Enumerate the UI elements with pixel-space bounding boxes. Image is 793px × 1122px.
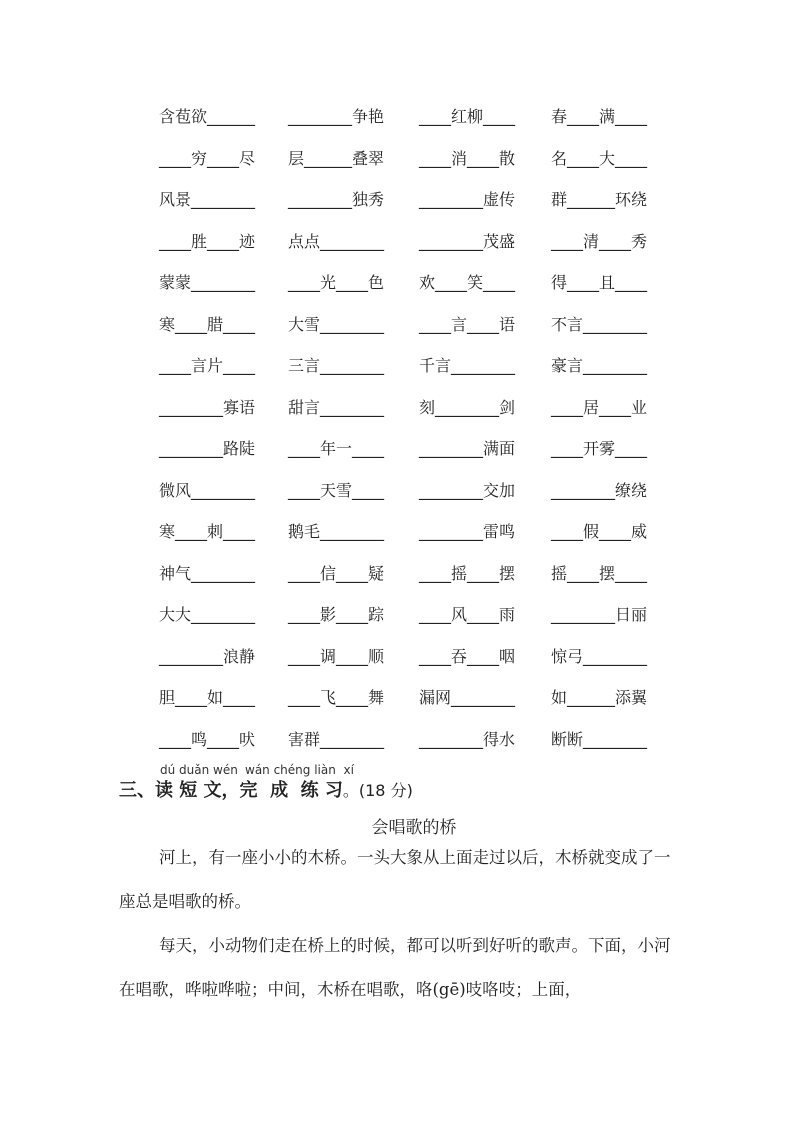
word-blank-item: 含苞欲______ [159, 107, 256, 126]
word-blank-item: ____红柳____ [419, 107, 516, 126]
word-blank-item: ____信____疑 [288, 563, 385, 583]
word-blank-item: 断断________ [551, 729, 648, 749]
word-blank-item: 如______添翼 [551, 688, 648, 707]
word-blank-item: 得____且____ [551, 273, 648, 292]
word-row [0, 310, 793, 340]
word-blank-item: ____开雾____ [551, 439, 648, 458]
word-blank-item: ____年一____ [288, 439, 385, 458]
word-blank-item: ____摇____摆 [419, 563, 516, 583]
word-blank-item: ____假____威 [551, 522, 648, 541]
word-blank-item: ____吞____咽 [419, 646, 516, 666]
word-blank-item: ________日丽 [551, 605, 648, 624]
word-blank-item: 神气________ [159, 563, 256, 583]
word-blank-item: ________寡语 [159, 397, 256, 417]
word-row [0, 227, 793, 257]
word-blank-item: 寒____腊____ [159, 314, 256, 334]
pinyin-annotation-2: wán chéng liàn xí [245, 763, 354, 777]
word-blank-item: ________雷鸣 [419, 522, 516, 541]
word-blank-item: 欢____笑____ [419, 273, 516, 292]
word-blank-item: ________交加 [419, 480, 516, 500]
word-blank-item: 群______环绕 [551, 190, 648, 209]
word-blank-item: ________满面 [419, 439, 516, 458]
word-blank-item: 害群________ [288, 729, 385, 749]
word-blank-item: 春____满____ [551, 107, 648, 126]
word-blank-item: 大雪________ [288, 314, 385, 334]
section-score: 。(18 分) [342, 781, 413, 800]
word-row [0, 351, 793, 381]
section-heading [119, 777, 413, 805]
word-blank-item: ________独秀 [288, 190, 385, 209]
story-title: 会唱歌的桥 [371, 818, 457, 838]
word-blank-item: ________争艳 [288, 107, 385, 126]
word-blank-item: 风景________ [159, 190, 256, 209]
pinyin-annotation-1: dú duǎn wén [160, 763, 238, 777]
word-row [0, 476, 793, 506]
word-row [0, 517, 793, 547]
word-blank-item: 三言________ [288, 356, 385, 375]
word-blank-item: ____穷____尽 [159, 148, 256, 168]
word-blank-item: 点点________ [288, 231, 385, 251]
word-blank-item: ____鸣____吠 [159, 729, 256, 749]
word-blank-item: 惊弓________ [551, 646, 648, 666]
word-blank-item: 甜言________ [288, 397, 385, 417]
word-row [0, 725, 793, 755]
word-blank-item: ________缭绕 [551, 480, 648, 500]
word-blank-item: 胆____如____ [159, 688, 256, 707]
word-blank-item: 千言________ [419, 356, 516, 375]
word-blank-item: 摇____摆____ [551, 563, 648, 583]
word-row [0, 642, 793, 672]
word-blank-item: ________虚传 [419, 190, 516, 209]
word-blank-item: ____居____业 [551, 397, 648, 417]
word-blank-item: 豪言________ [551, 356, 648, 375]
word-blank-item: 层______叠翠 [288, 148, 385, 168]
word-blank-item: ____影____踪 [288, 605, 385, 624]
word-blank-item: 微风________ [159, 480, 256, 500]
word-blank-item: 寒____刺____ [159, 522, 256, 541]
word-blank-item: ____言片____ [159, 356, 256, 375]
word-row [0, 600, 793, 630]
word-blank-item: 名____大____ [551, 148, 648, 168]
word-blank-item: 蒙蒙________ [159, 273, 256, 292]
word-row [0, 144, 793, 174]
word-blank-item: ________茂盛 [419, 231, 516, 251]
word-blank-item: 漏网________ [419, 688, 516, 707]
word-row [0, 559, 793, 589]
word-row [0, 102, 793, 132]
story-paragraph-2: 每天，小动物们走在桥上的时候，都可以听到好听的歌声。下面，小河在唱歌，哗啦哗啦；中间，木桥在唱歌，咯(gē)吱咯吱；上面， [119, 936, 671, 999]
word-blank-item: 不言________ [551, 314, 648, 334]
word-blank-item: 大大________ [159, 605, 256, 624]
word-blank-item: ________得水 [419, 729, 516, 749]
word-blank-item: 鹅毛________ [288, 522, 385, 541]
word-blank-item: ________浪静 [159, 646, 256, 666]
word-row [0, 434, 793, 464]
word-blank-item: ____言____语 [419, 314, 516, 334]
word-blank-item: ____光____色 [288, 273, 385, 292]
word-row [0, 393, 793, 423]
word-blank-item: ____胜____迹 [159, 231, 256, 251]
word-blank-item: ____调____顺 [288, 646, 385, 666]
word-blank-item: ____消____散 [419, 148, 516, 168]
section-heading-text: 三、读 短 文，完 成 练 习 [119, 780, 343, 801]
word-blank-item: ____清____秀 [551, 231, 648, 251]
word-row [0, 268, 793, 298]
story-paragraph-1: 河上，有一座小小的木桥。一头大象从上面走过以后，木桥就变成了一座总是唱歌的桥。 [119, 848, 671, 911]
word-blank-item: ____风____雨 [419, 605, 516, 624]
word-row [0, 683, 793, 713]
word-blank-item: 刻________剑 [419, 397, 516, 417]
word-blank-item: ____天雪____ [288, 480, 385, 500]
word-blank-item: ________路陡 [159, 439, 256, 458]
word-row [0, 185, 793, 215]
word-blank-item: ____飞____舞 [288, 688, 385, 707]
